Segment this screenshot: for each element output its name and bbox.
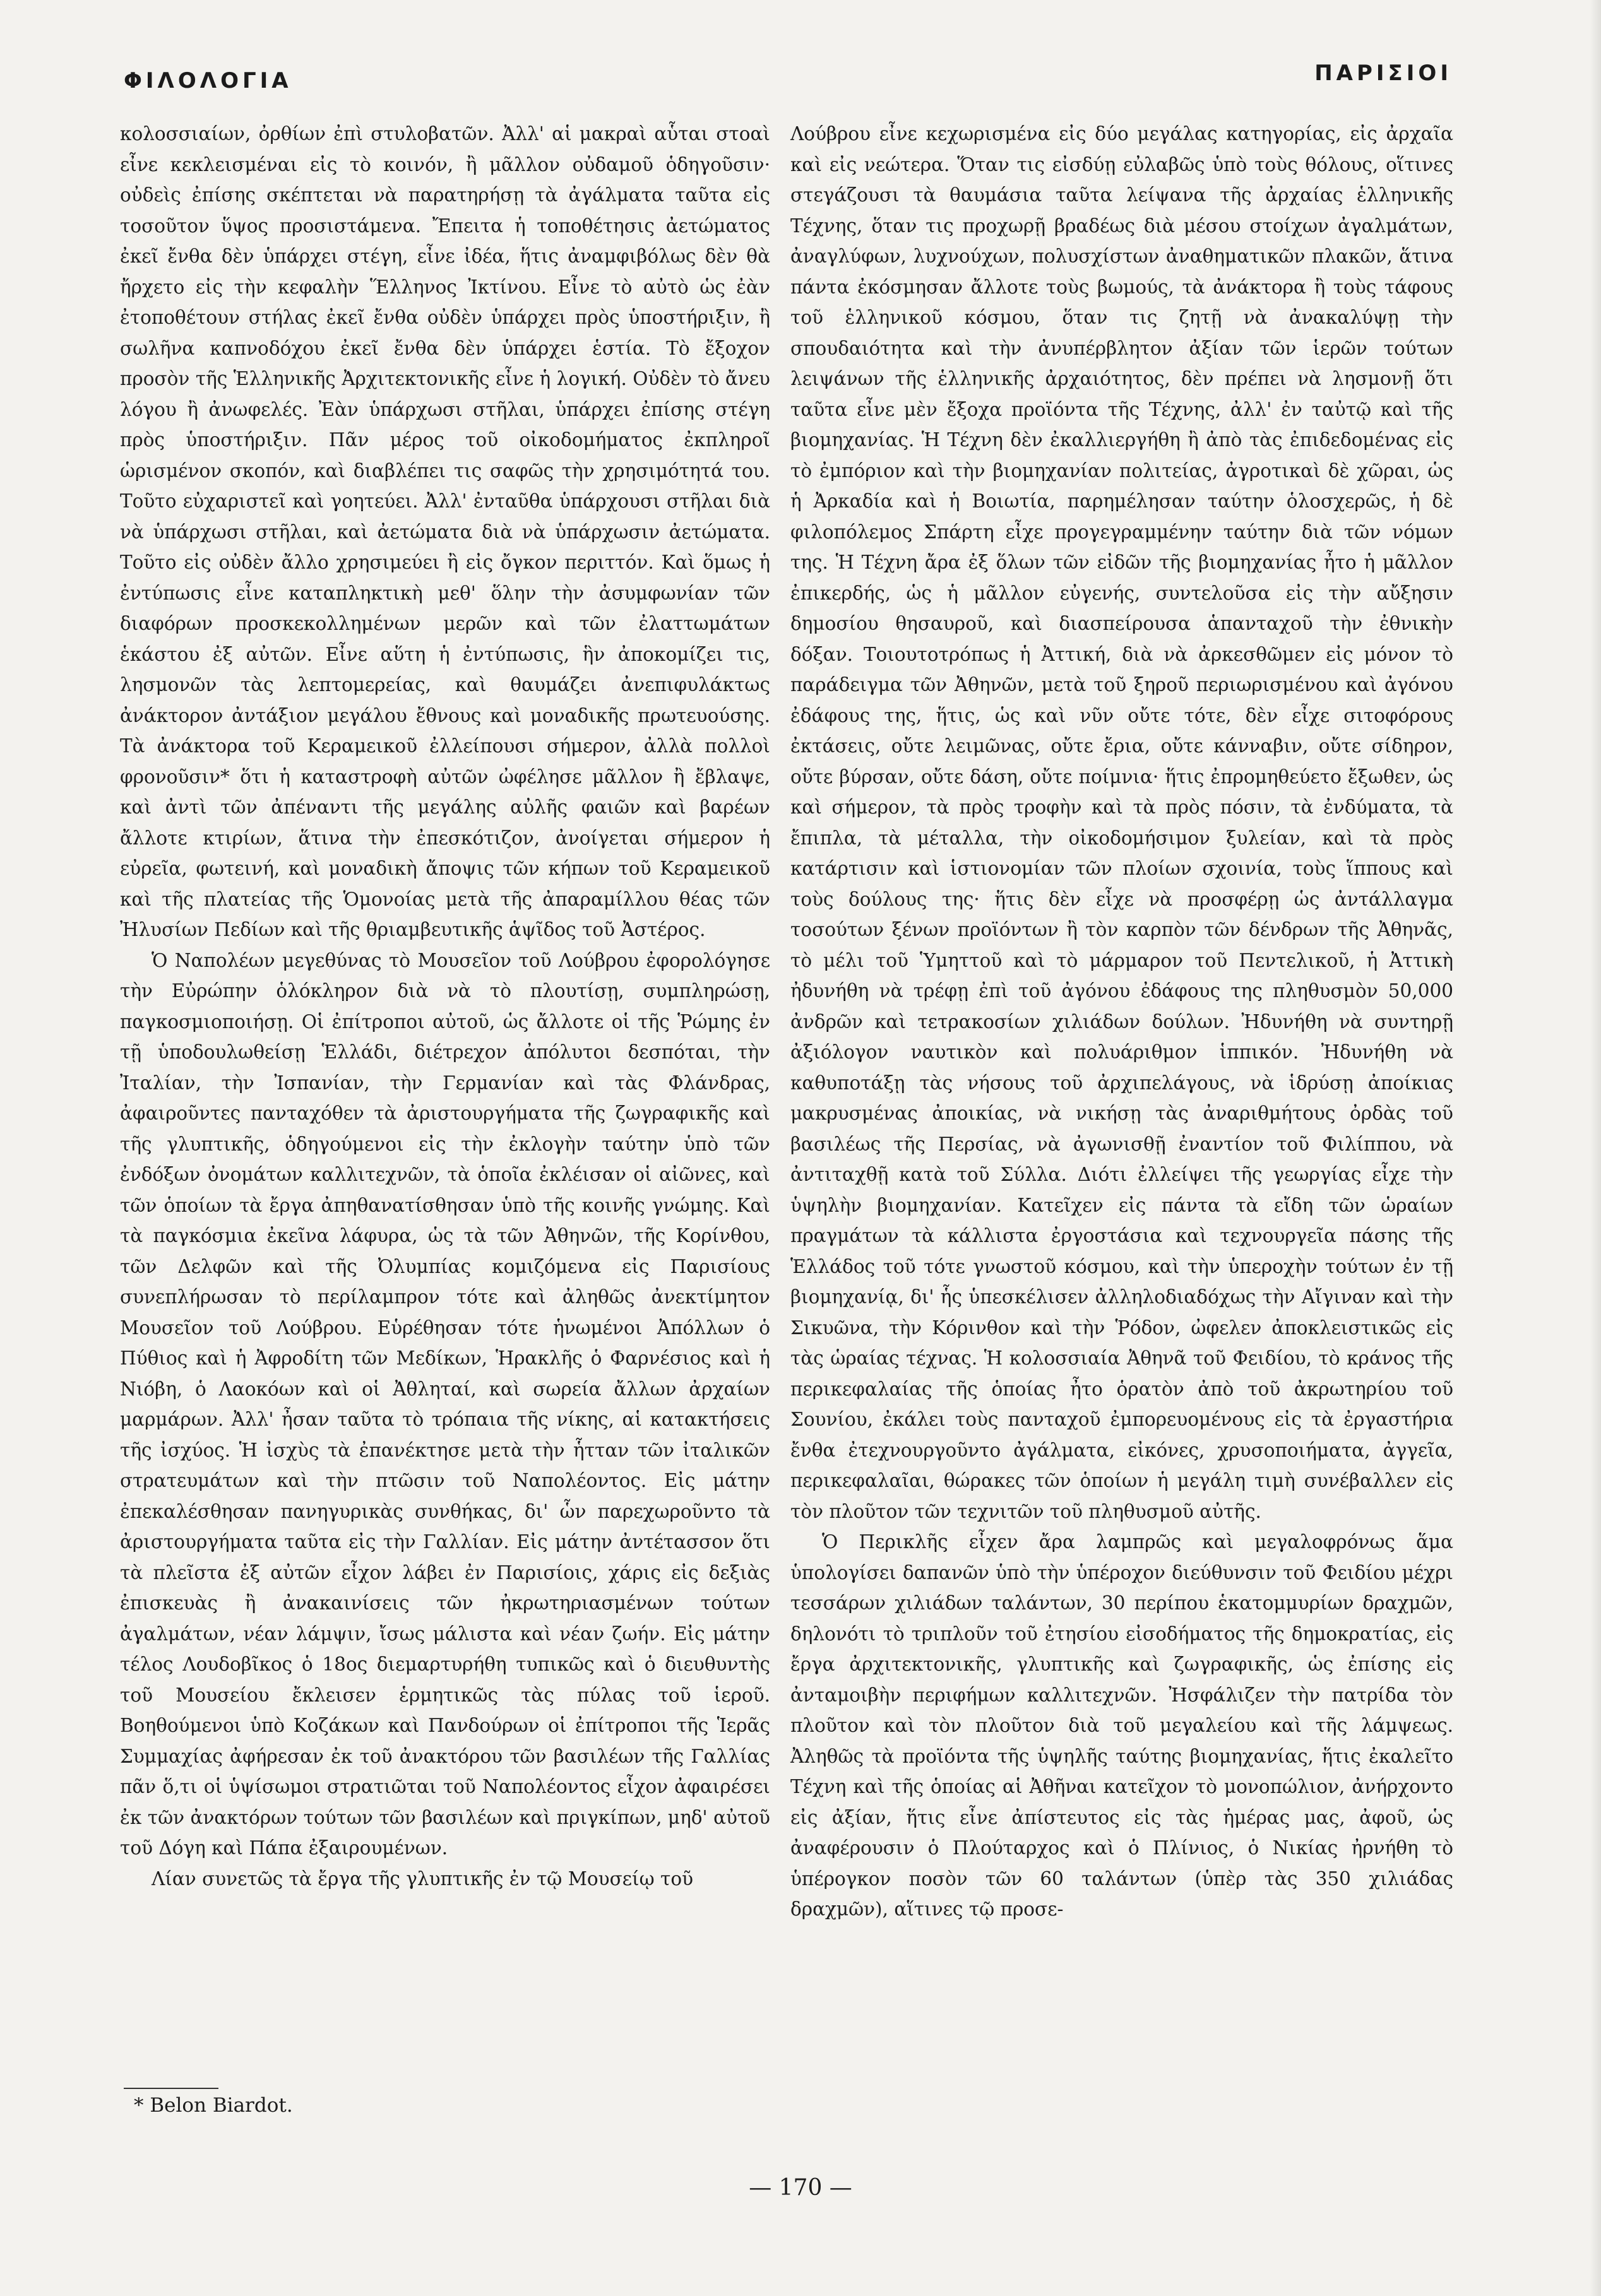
footnote-divider	[124, 2088, 218, 2089]
footnote: * Belon Biardot.	[134, 2094, 293, 2117]
running-header-right: ΠΑΡΙΣΙΟΙ	[1314, 61, 1452, 86]
paragraph: κολοσσιαίων, ὀρθίων ἐπὶ στυλοβατῶν. Ἀλλ' αἱ μακραὶ αὗται στοαὶ εἶνε κεκλεισμέναι εἰς τὸ κοινόν, ἢ μᾶλλον οὐδαμοῦ ὁδηγοῦσιν· οὐδεὶς ἐπίσης σκέπτεται νὰ παρατηρήσῃ τὰ ἀγάλματα ταῦτα εἰς τοσοῦτον ὕψος προσιστάμενα. Ἔπειτα ἡ τοποθέτησις ἀετώματος ἐκεῖ ἔνθα δὲν ὑπάρχει στέγη, εἶνε ἰδέα, ἥτις ἀναμφιβόλως δὲν θὰ ἤρχετο εἰς τὴν κεφαλὴν Ἕλληνος Ἰκτίνου. Εἶνε τὸ αὐτὸ ὡς ἐὰν ἐτοποθέτουν στήλας ἐκεῖ ἔνθα οὐδὲν ὑπάρχει πρὸς ὑποστήριξιν, ἢ σωλῆνα καπνοδόχου ἐκεῖ ἔνθα δὲν ὑπάρχει ἑστία. Τὸ ἔξοχον προσὸν τῆς Ἑλληνικῆς Ἀρχιτεκτονικῆς εἶνε ἡ λογική. Οὐδὲν τὸ ἄνευ λόγου ἢ ἀνωφελές. Ἐὰν ὑπάρχωσι στῆλαι, ὑπάρχει ἐπίσης στέγη πρὸς ὑποστήριξιν. Πᾶν μέρος τοῦ οἰκοδομήματος ἐκπληροῖ ὡρισμένον σκοπόν, καὶ διαβλέπει τις σαφῶς τὴν χρησιμότητά του. Τοῦτο εὐχαριστεῖ καὶ γοητεύει. Ἀλλ' ἐνταῦθα ὑπάρχουσι στῆλαι διὰ νὰ ὑπάρχωσι στῆλαι, καὶ ἀετώματα διὰ νὰ ὑπάρχωσιν ἀετώματα. Τοῦτο εἰς οὐδὲν ἄλλο χρησιμεύει ἢ εἰς ὄγκον περιττόν. Καὶ ὅμως ἡ ἐντύπωσις εἶνε καταπληκτικὴ μεθ' ὅλην τὴν ἀσυμφωνίαν τῶν διαφόρων προσκεκολλημένων μερῶν καὶ τῶν ἐλαττωμάτων ἑκάστου ἐξ αὐτῶν. Εἶνε αὕτη ἡ ἐντύπωσις, ἣν ἀποκομίζει τις, λησμονῶν τὰς λεπτομερείας, καὶ θαυμάζει ἀνεπιφυλάκτως ἀνάκτορον ἀντάξιον μεγάλου ἔθνους καὶ μοναδικῆς πρωτευούσης. Τὰ ἀνάκτορα τοῦ Κεραμεικοῦ ἐλλείπουσι σήμερον, ἀλλὰ πολλοὶ φρονοῦσιν* ὅτι ἡ καταστροφὴ αὐτῶν ὠφέλησε μᾶλλον ἢ ἔβλαψε, καὶ ἀντὶ τῶν ἀπέναντι τῆς μεγάλης αὐλῆς φαιῶν καὶ βαρέων ἄλλοτε κτιρίων, ἅτινα τὴν ἐπεσκότιζον, ἀνοίγεται σήμερον ἡ εὐρεῖα, φωτεινή, καὶ μοναδικὴ ἄποψις τῶν κήπων τοῦ Κεραμεικοῦ καὶ τῆς πλατείας τῆς Ὁμονοίας μετὰ τῆς ἀπαραμίλλου θέας τῶν Ἠλυσίων Πεδίων καὶ τῆς θριαμβευτικῆς ἁψῖδος τοῦ Ἀστέρος.	[120, 123, 770, 940]
right-column	[790, 119, 1453, 1925]
scan-edge-shadow	[1590, 0, 1601, 2296]
paragraph: Λίαν συνετῶς τὰ ἔργα τῆς γλυπτικῆς ἐν τῷ Μουσείῳ τοῦ	[152, 1867, 694, 1890]
left-column	[120, 119, 770, 1894]
page-number: — 170 —	[749, 2175, 852, 2201]
running-header-left: ΦΙΛΟΛΟΓΙΑ	[124, 68, 292, 93]
paragraph: Ὁ Ναπολέων μεγεθύνας τὸ Μουσεῖον τοῦ Λούβρου ἐφορολόγησε τὴν Εὐρώπην ὁλόκληρον διὰ νὰ τὸ πλουτίσῃ, συμπληρώσῃ, παγκοσμιοποιήσῃ. Οἱ ἐπίτροποι αὐτοῦ, ὡς ἄλλοτε οἱ τῆς Ῥώμης ἐν τῇ ὑποδουλωθείσῃ Ἑλλάδι, διέτρεχον ἀπόλυτοι δεσπόται, τὴν Ἰταλίαν, τὴν Ἰσπανίαν, τὴν Γερμανίαν καὶ τὰς Φλάνδρας, ἀφαιροῦντες πανταχόθεν τὰ ἀριστουργήματα τῆς ζωγραφικῆς καὶ τῆς γλυπτικῆς, ὁδηγούμενοι εἰς τὴν ἐκλογὴν ταύτην ὑπὸ τῶν ἐνδόξων ὀνομάτων καλλιτεχνῶν, τὰ ὁποῖα ἐκλέισαν οἱ αἰῶνες, καὶ τῶν ὁποίων τὰ ἔργα ἀπηθανατίσθησαν ὑπὸ τῆς κοινῆς γνώμης. Καὶ τὰ παγκόσμια ἐκεῖνα λάφυρα, ὡς τὰ τῶν Ἀθηνῶν, τῆς Κορίνθου, τῶν Δελφῶν καὶ τῆς Ὀλυμπίας κομιζόμενα εἰς Παρισίους συνεπλήρωσαν τὸ περίλαμπρον τότε καὶ ἀληθῶς ἀνεκτίμητον Μουσεῖον τοῦ Λούβρου. Εὑρέθησαν τότε ἡνωμένοι Ἀπόλλων ὁ Πύθιος καὶ ἡ Ἀφροδίτη τῶν Μεδίκων, Ἡρακλῆς ὁ Φαρνέσιος καὶ ἡ Νιόβη, ὁ Λαοκόων καὶ οἱ Ἀθληταί, καὶ σωρεία ἄλλων ἀρχαίων μαρμάρων. Ἀλλ' ἦσαν ταῦτα τὸ τρόπαια τῆς νίκης, αἱ κατακτήσεις τῆς ἰσχύος. Ἡ ἰσχὺς τὰ ἐπανέκτησε μετὰ τὴν ἧτταν τῶν ἰταλικῶν στρατευμάτων καὶ τὴν πτῶσιν τοῦ Ναπολέοντος. Εἰς μάτην ἐπεκαλέσθησαν πανηγυρικὰς συνθήκας, δι' ὧν παρεχωροῦντο τὰ ἀριστουργήματα ταῦτα εἰς τὴν Γαλλίαν. Εἰς μάτην ἀντέτασσον ὅτι τὰ πλεῖστα ἐξ αὐτῶν εἶχον λάβει ἐν Παρισίοις, χάρις εἰς δεξιὰς ἐπισκευὰς ἢ ἀνακαινίσεις τῶν ἠκρωτηριασμένων τούτων ἀγαλμάτων, νέαν λάμψιν, ἴσως μάλιστα καὶ νέαν ζωήν. Εἰς μάτην τέλος Λουδοβῖκος ὁ 18ος διεμαρτυρήθη τυπικῶς καὶ ὁ διευθυντὴς τοῦ Μουσείου ἔκλεισεν ἑρμητικῶς τὰς πύλας τοῦ ἱεροῦ. Βοηθούμενοι ὑπὸ Κοζάκων καὶ Πανδούρων οἱ ἐπίτροποι τῆς Ἱερᾶς Συμμαχίας ἀφήρεσαν ἐκ τοῦ ἀνακτόρου τῶν βασιλέων τῆς Γαλλίας πᾶν ὅ,τι οἱ ὑψίσωμοι στρατιῶται τοῦ Ναπολέοντος εἶχον ἀφαιρέσει ἐκ τῶν ἀνακτόρων τούτων τῶν βασιλέων καὶ πριγκίπων, μηδ' αὐτοῦ τοῦ Δόγη καὶ Πάπα ἐξαιρουμένων.	[120, 949, 770, 1859]
paragraph: Ὁ Περικλῆς εἶχεν ἄρα λαμπρῶς καὶ μεγαλοφρόνως ἅμα ὑπολογίσει δαπανῶν ὑπὸ τὴν ὑπέροχον διεύθυνσιν τοῦ Φειδίου μέχρι τεσσάρων χιλιάδων ταλάντων, 30 περίπου ἑκατομμυρίων δραχμῶν, δηλονότι τὸ τριπλοῦν τοῦ ἐτησίου εἰσοδήματος τῆς δημοκρατίας, εἰς ἔργα ἀρχιτεκτονικῆς, γλυπτικῆς καὶ ζωγραφικῆς, ὡς ἐπίσης εἰς ἀνταμοιβὴν περιφήμων καλλιτεχνῶν. Ἠσφάλιζεν τὴν πατρίδα τὸν πλοῦτον καὶ τὸν πλοῦτον διὰ τοῦ μεγαλείου καὶ τῆς λάμψεως. Ἀληθῶς τὰ προϊόντα τῆς ὑψηλῆς ταύτης βιομηχανίας, ἥτις ἐκαλεῖτο Τέχνη καὶ τῆς ὁποίας αἱ Ἀθῆναι κατεῖχον τὸ μονοπώλιον, ἀνήρχοντο εἰς ἀξίαν, ἥτις εἶνε ἀπίστευτος εἰς τὰς ἡμέρας μας, ἀφοῦ, ὡς ἀναφέρουσιν ὁ Πλούταρχος καὶ ὁ Πλίνιος, ὁ Νικίας ἠρνήθη τὸ ὑπέρογκον ποσὸν τῶν 60 ταλάντων (ὑπὲρ τὰς 350 χιλιάδας δραχμῶν), αἵτινες τῷ προσε-	[790, 1531, 1453, 1920]
paragraph: Λούβρου εἶνε κεχωρισμένα εἰς δύο μεγάλας κατηγορίας, εἰς ἀρχαῖα καὶ εἰς νεώτερα. Ὅταν τις εἰσδύῃ εὐλαβῶς ὑπὸ τοὺς θόλους, οἵτινες στεγάζουσι τὰ θαυμάσια ταῦτα λείψανα τῆς ἀρχαίας ἑλληνικῆς Τέχνης, ὅταν τις προχωρῇ βραδέως διὰ μέσου στοίχων ἀγαλμάτων, ἀναγλύφων, λυχνούχων, πολυσχίστων ἀναθηματικῶν πλακῶν, ἅτινα πάντα ἐκόσμησαν ἄλλοτε τοὺς βωμούς, τὰ ἀνάκτορα ἢ τοὺς τάφους τοῦ ἑλληνικοῦ κόσμου, ὅταν τις ζητῇ νὰ ἀνακαλύψῃ τὴν σπουδαιότητα καὶ τὴν ἀνυπέρβλητον ἀξίαν τῶν ἱερῶν τούτων λειψάνων τῆς ἑλληνικῆς ἀρχαιότητος, δὲν πρέπει νὰ λησμονῇ ὅτι ταῦτα εἶνε μὲν ἔξοχα προϊόντα τῆς Τέχνης, ἀλλ' ἐν ταὐτῷ καὶ τῆς βιομηχανίας. Ἡ Τέχνη δὲν ἐκαλλιεργήθη ἢ ἀπὸ τὰς ἐπιδεδομένας εἰς τὸ ἐμπόριον καὶ τὴν βιομηχανίαν πολιτείας, ἀγροτικαὶ δὲ χῶραι, ὡς ἡ Ἀρκαδία καὶ ἡ Βοιωτία, παρημέλησαν ταύτην ὁλοσχερῶς, ἡ δὲ φιλοπόλεμος Σπάρτη εἶχε προγεγραμμένην ταύτην διὰ τῶν νόμων της. Ἡ Τέχνη ἄρα ἐξ ὅλων τῶν εἰδῶν τῆς βιομηχανίας ἦτο ἡ μᾶλλον ἐπικερδής, ὡς ἡ μᾶλλον εὐγενής, συντελοῦσα εἰς τὴν αὔξησιν δημοσίου θησαυροῦ, καὶ διασπείρουσα ἁπανταχοῦ τὴν ἐθνικὴν δόξαν. Τοιουτοτρόπως ἡ Ἀττική, διὰ νὰ ἀρκεσθῶμεν εἰς μόνον τὸ παράδειγμα τῶν Ἀθηνῶν, μετὰ τοῦ ξηροῦ περιωρισμένου καὶ ἀγόνου ἐδάφους της, ἥτις, ὡς καὶ νῦν οὔτε τότε, δὲν εἶχε σιτοφόρους ἐκτάσεις, οὔτε λειμῶνας, οὔτε ἔρια, οὔτε κάνναβιν, οὔτε σίδηρον, οὔτε βύρσαν, οὔτε δάση, οὔτε ποίμνια· ἥτις ἐπρομηθεύετο ἔξωθεν, ὡς καὶ σήμερον, τὰ πρὸς τροφὴν καὶ τὰ πρὸς πόσιν, τὰ ἐνδύματα, τὰ ἔπιπλα, τὰ μέταλλα, τὴν οἰκοδομήσιμον ξυλείαν, καὶ τὰ πρὸς κατάρτισιν καὶ ἱστιονομίαν τῶν πλοίων σχοινία, τοὺς ἵππους καὶ τοὺς δούλους της· ἥτις δὲν εἶχε νὰ προσφέρῃ ὡς ἀντάλλαγμα τοσούτων ξένων προϊόντων ἢ τὸν καρπὸν τῶν δένδρων τῆς Ἀθηνᾶς, τὸ μέλι τοῦ Ὑμηττοῦ καὶ τὸ μάρμαρον τοῦ Πεντελικοῦ, ἡ Ἀττικὴ ἠδυνήθη νὰ τρέφῃ ἐπὶ τοῦ ἀγόνου ἐδάφους της πληθυσμὸν 50,000 ἀνδρῶν καὶ τετρακοσίων χιλιάδων δούλων. Ἠδυνήθη νὰ συντηρῇ ἀξιόλογον ναυτικὸν καὶ πολυάριθμον ἱππικόν. Ἠδυνήθη νὰ καθυποτάξῃ τὰς νήσους τοῦ ἀρχιπελάγους, νὰ ἱδρύσῃ ἀποίκιας μακρυσμένας ἀποικίας, νὰ νικήσῃ τὰς ἀναριθμήτους ὀρδὰς τοῦ βασιλέως τῆς Περσίας, νὰ ἀγωνισθῇ ἐναντίον τοῦ Φιλίππου, νὰ ἀντιταχθῇ κατὰ τοῦ Σύλλα. Διότι ἐλλείψει τῆς γεωργίας εἶχε τὴν ὑψηλὴν βιομηχανίαν. Κατεῖχεν εἰς πάντα τὰ εἴδη τῶν ὡραίων πραγμάτων τὰ κάλλιστα ἐργοστάσια καὶ τεχνουργεῖα πάσης τῆς Ἑλλάδος τοῦ τότε γνωστοῦ κόσμου, καὶ τὴν ὑπεροχὴν τούτων ἐν τῇ βιομηχανίᾳ, δι' ἧς ὑπεσκέλισεν ἀλληλοδιαδόχως τὴν Αἴγιναν καὶ τὴν Σικυῶνα, τὴν Κόρινθον καὶ τὴν Ῥόδον, ὠφελεν ἀποκλειστικῶς εἰς τὰς ὡραίας τέχνας. Ἡ κολοσσιαία Ἀθηνᾶ τοῦ Φειδίου, τὸ κράνος τῆς περικεφαλαίας τῆς ὁποίας ἦτο ὁρατὸν ἀπὸ τοῦ ἀκρωτηρίου τοῦ Σουνίου, ἐκάλει τοὺς πανταχοῦ ἐμπορευομένους εἰς τὰ ἐργαστήρια ἔνθα ἐτεχνουργοῦντο ἀγάλματα, εἰκόνες, χρυσοποιήματα, ἀγγεῖα, περικεφαλαῖαι, θώρακες τῶν ὁποίων ἡ μεγάλη τιμὴ συνέβαλλεν εἰς τὸν πλοῦτον τῶν τεχνιτῶν τοῦ πληθυσμοῦ αὐτῆς.	[790, 123, 1453, 1522]
